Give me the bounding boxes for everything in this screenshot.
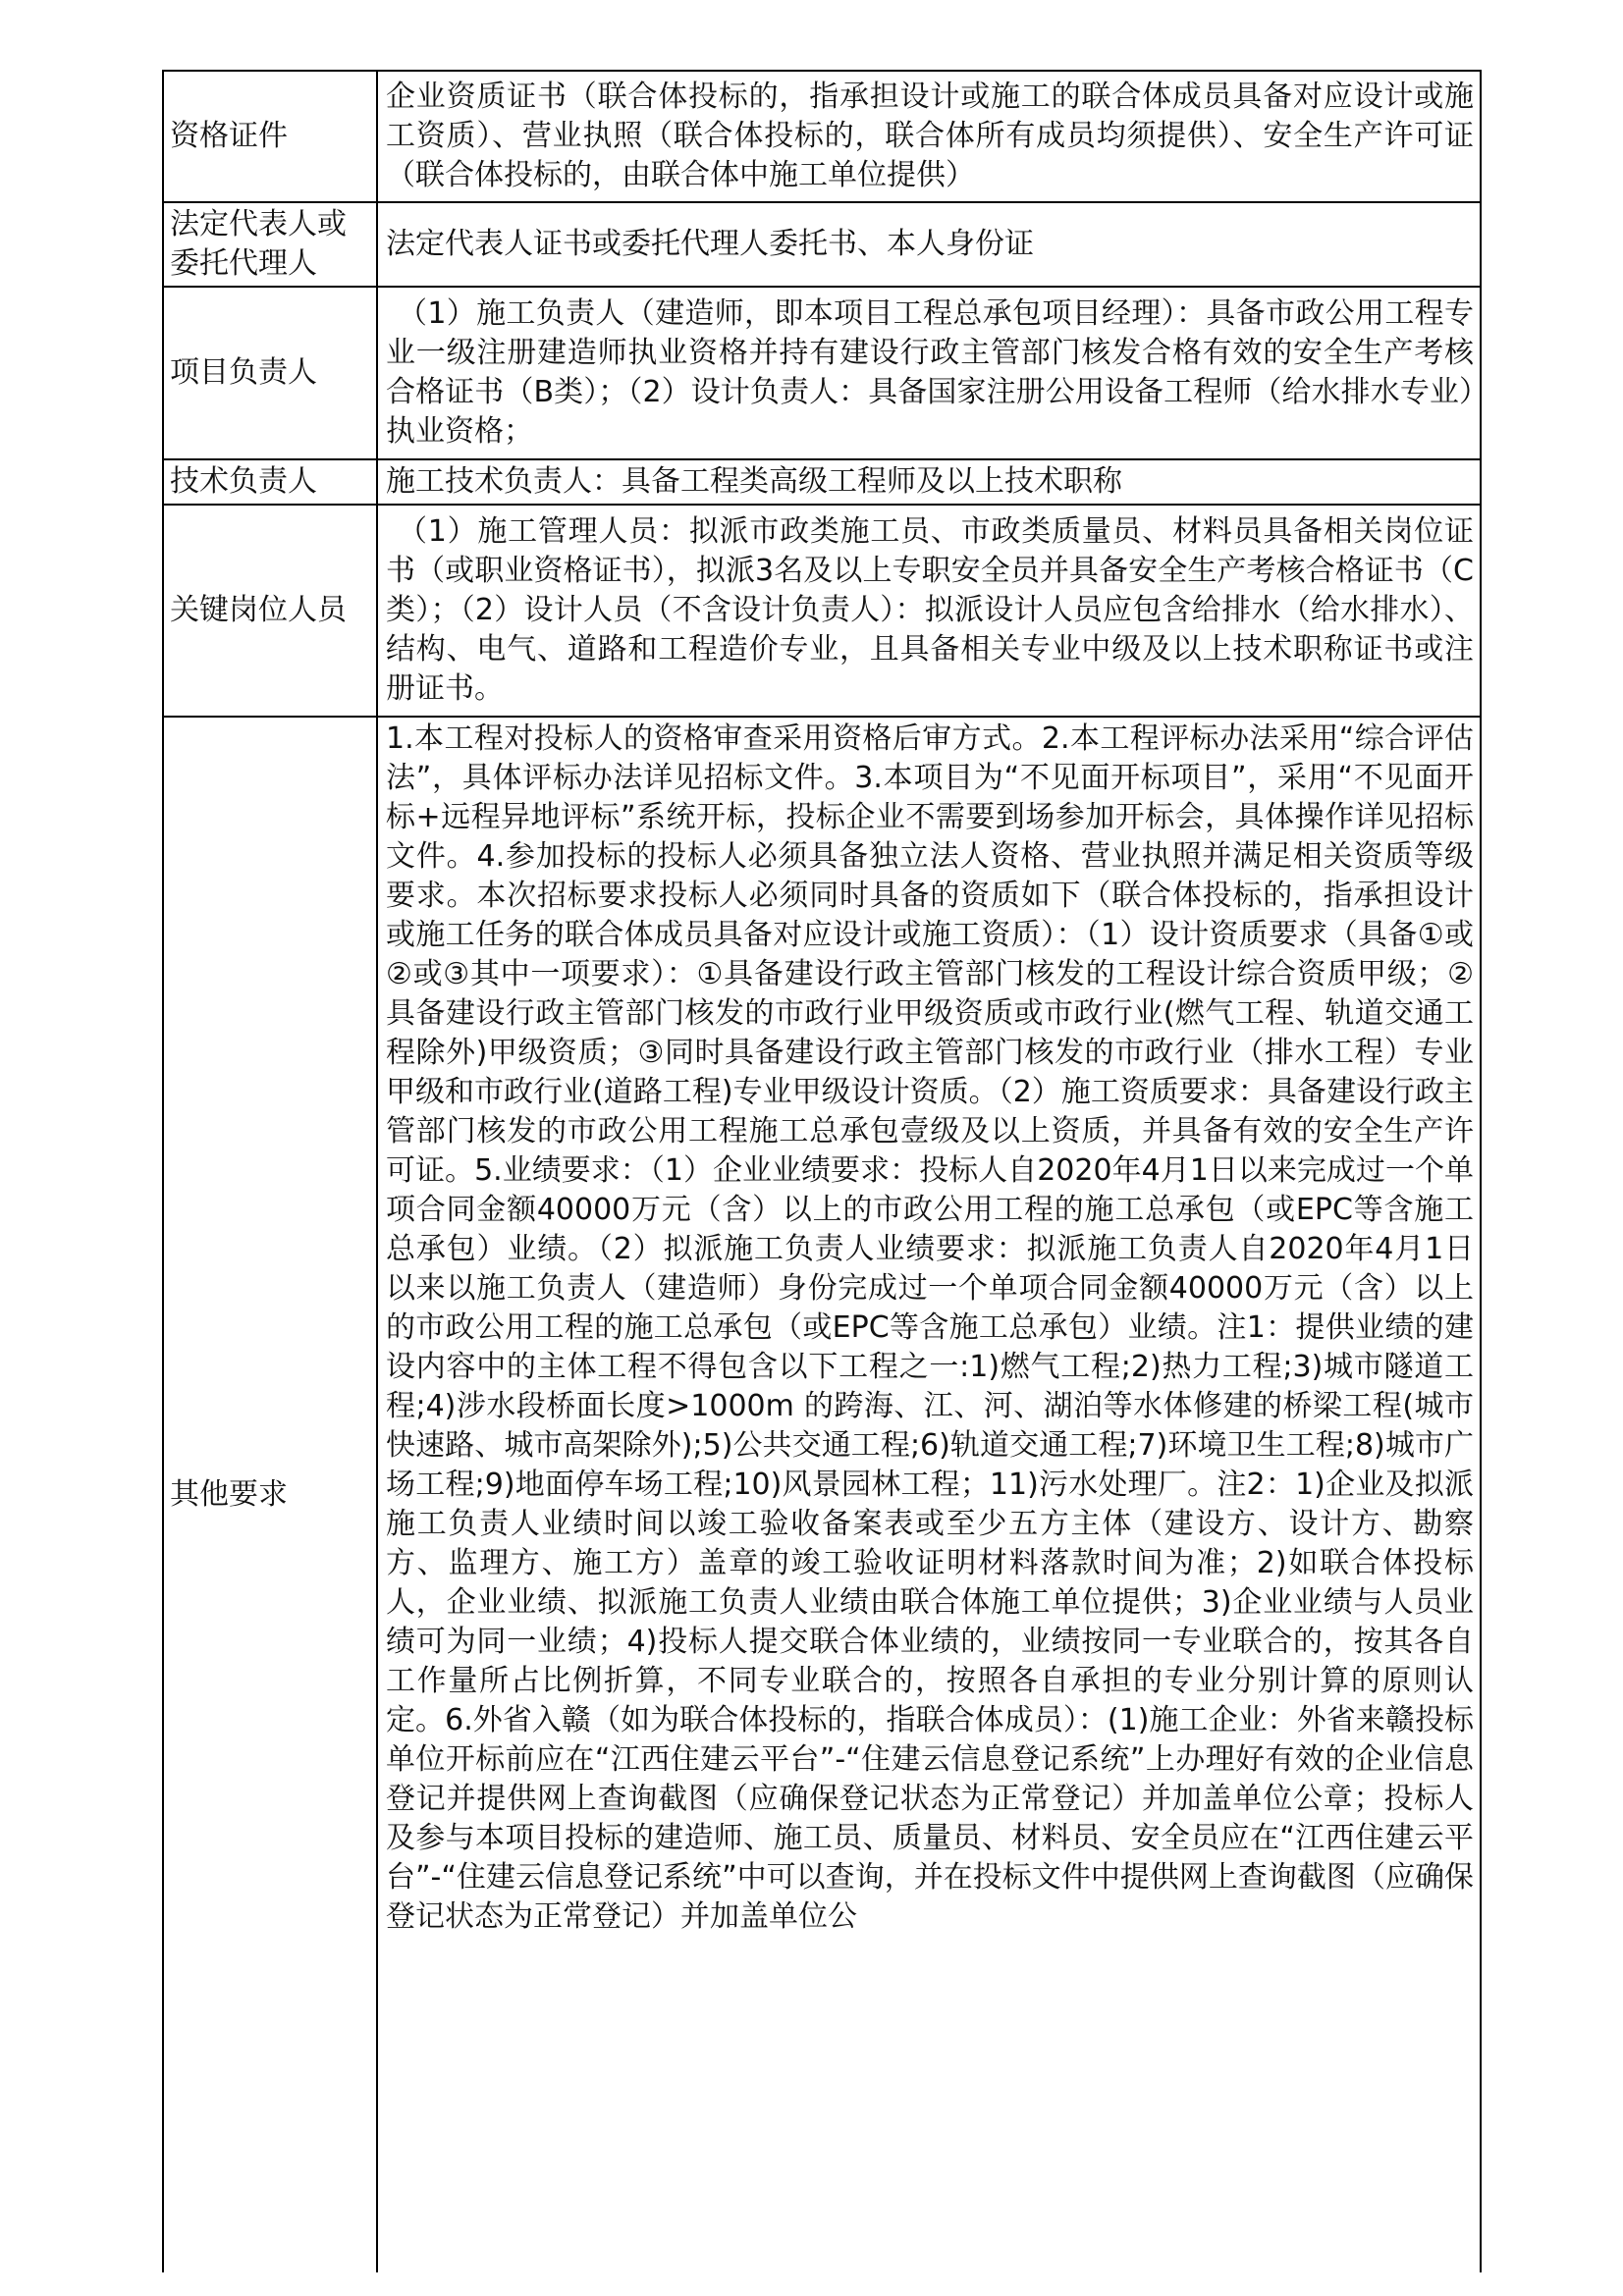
table-row: [163, 505, 1481, 717]
row-label: 项目负责人: [163, 287, 377, 459]
row-label: 其他要求: [163, 717, 377, 2272]
row-label: 法定代表人或委托代理人: [163, 202, 377, 287]
table-row: [163, 287, 1481, 459]
table-row: [163, 717, 1481, 2272]
row-content: 施工技术负责人：具备工程类高级工程师及以上技术职称: [377, 459, 1481, 505]
row-content: （1）施工管理人员：拟派市政类施工员、市政类质量员、材料员具备相关岗位证书（或职业资格证书），拟派3名及以上专职安全员并具备安全生产考核合格证书（C类）；（2）设计人员（不含设计负责人）：拟派设计人员应包含给排水（给水排水）、结构、电气、道路和工程造价专业，且具备相关专业中级及以上技术职称证书或注册证书。: [377, 505, 1481, 717]
requirements-table: [162, 70, 1482, 2272]
table-row: [163, 459, 1481, 505]
row-content: 法定代表人证书或委托代理人委托书、本人身份证: [377, 202, 1481, 287]
row-content: 1.本工程对投标人的资格审查采用资格后审方式。2.本工程评标办法采用“综合评估法”，具体评标办法详见招标文件。3.本项目为“不见面开标项目”，采用“不见面开标+远程异地评标”系统开标，投标企业不需要到场参加开标会，具体操作详见招标文件。4.参加投标的投标人必须具备独立法人资格、营业执照并满足相关资质等级要求。本次招标要求投标人必须同时具备的资质如下（联合体投标的，指承担设计或施工任务的联合体成员具备对应设计或施工资质）：（1）设计资质要求（具备①或②或③其中一项要求）：①具备建设行政主管部门核发的工程设计综合资质甲级；②具备建设行政主管部门核发的市政行业甲级资质或市政行业(燃气工程、轨道交通工程除外)甲级资质；③同时具备建设行政主管部门核发的市政行业（排水工程）专业甲级和市政行业(道路工程)专业甲级设计资质。（2）施工资质要求：具备建设行政主管部门核发的市政公用工程施工总承包壹级及以上资质，并具备有效的安全生产许可证。5.业绩要求：（1）企业业绩要求：投标人自2020年4月1日以来完成过一个单项合同金额40000万元（含）以上的市政公用工程的施工总承包（或EPC等含施工总承包）业绩。（2）拟派施工负责人业绩要求：拟派施工负责人自2020年4月1日以来以施工负责人（建造师）身份完成过一个单项合同金额40000万元（含）以上的市政公用工程的施工总承包（或EPC等含施工总承包）业绩。注1：提供业绩的建设内容中的主体工程不得包含以下工程之一:1)燃气工程;2)热力工程;3)城市隧道工程;4)涉水段桥面长度>1000m 的跨海、江、河、湖泊等水体修建的桥梁工程(城市快速路、城市高架除外);5)公共交通工程;6)轨道交通工程;7)环境卫生工程;8)城市广场工程;9)地面停车场工程;10)风景园林工程；11)污水处理厂。注2：1)企业及拟派施工负责人业绩时间以竣工验收备案表或至少五方主体（建设方、设计方、勘察方、监理方、施工方）盖章的竣工验收证明材料落款时间为准；2)如联合体投标人，企业业绩、拟派施工负责人业绩由联合体施工单位提供；3)企业业绩与人员业绩可为同一业绩；4)投标人提交联合体业绩的，业绩按同一专业联合的，按其各自工作量所占比例折算，不同专业联合的，按照各自承担的专业分别计算的原则认定。6.外省入赣（如为联合体投标的，指联合体成员）：(1)施工企业：外省来赣投标单位开标前应在“江西住建云平台”-“住建云信息登记系统”上办理好有效的企业信息登记并提供网上查询截图（应确保登记状态为正常登记）并加盖单位公章；投标人及参与本项目投标的建造师、施工员、质量员、材料员、安全员应在“江西住建云平台”-“住建云信息登记系统”中可以查询，并在投标文件中提供网上查询截图（应确保登记状态为正常登记）并加盖单位公: [377, 717, 1481, 2272]
row-label: 关键岗位人员: [163, 505, 377, 717]
row-label: 技术负责人: [163, 459, 377, 505]
table-row: [163, 71, 1481, 202]
row-label: 资格证件: [163, 71, 377, 202]
table-row: [163, 202, 1481, 287]
row-content: （1）施工负责人（建造师，即本项目工程总承包项目经理）：具备市政公用工程专业一级注册建造师执业资格并持有建设行政主管部门核发合格有效的安全生产考核合格证书（B类）；（2）设计负责人：具备国家注册公用设备工程师（给水排水专业）执业资格；: [377, 287, 1481, 459]
row-content: 企业资质证书（联合体投标的，指承担设计或施工的联合体成员具备对应设计或施工资质）、营业执照（联合体投标的，联合体所有成员均须提供）、安全生产许可证（联合体投标的，由联合体中施工单位提供）: [377, 71, 1481, 202]
